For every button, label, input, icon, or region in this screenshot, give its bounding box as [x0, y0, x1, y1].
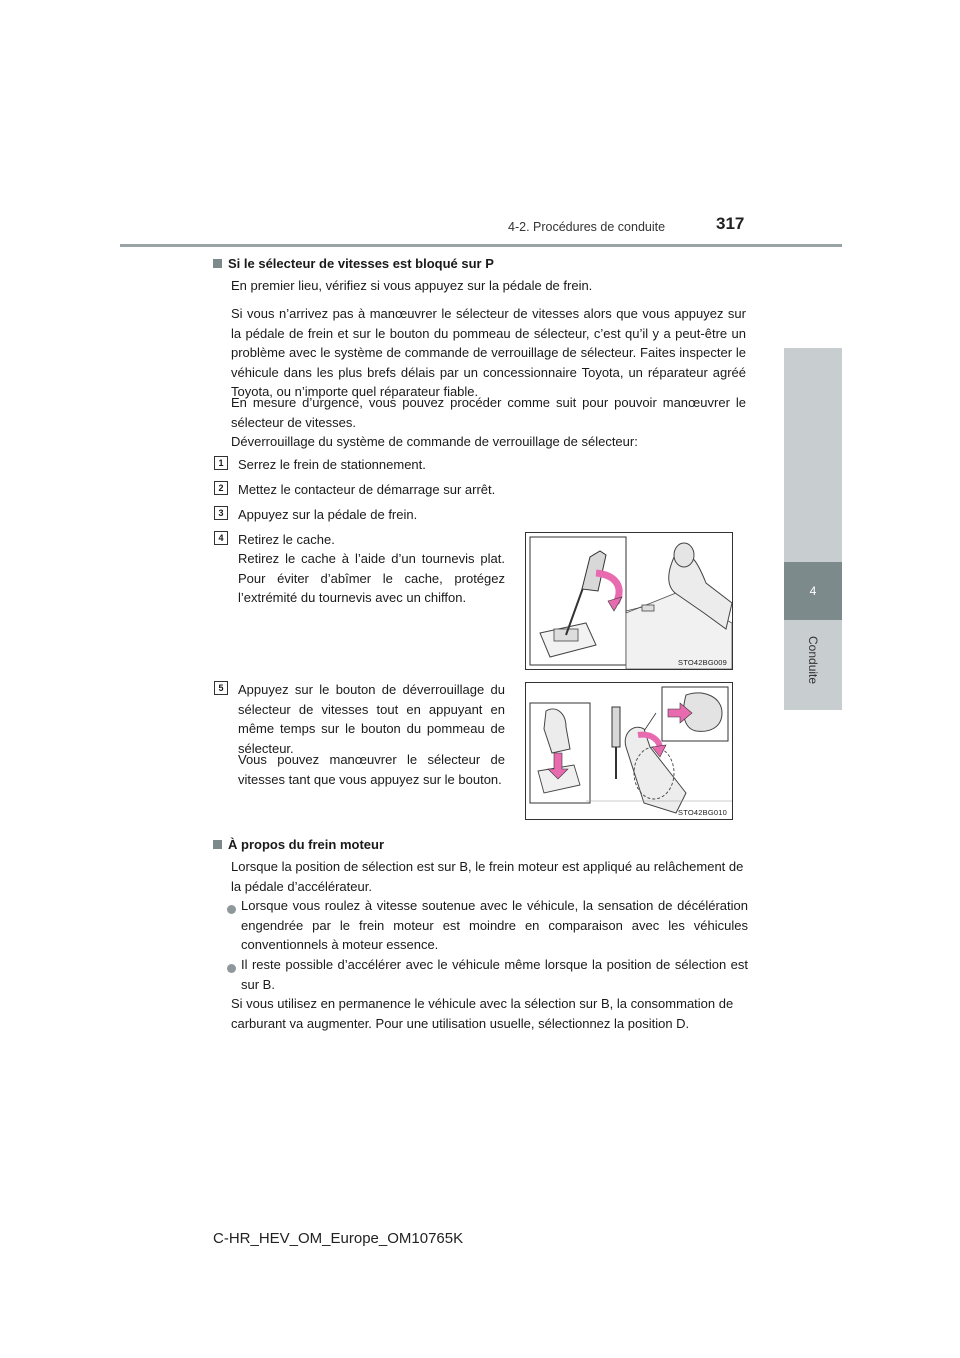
paragraph: En mesure d’urgence, vous pouvez procéder comme suit pour pouvoir manœuvrer le sélecteur de vitesses.	[231, 395, 746, 430]
step-number: 1	[214, 456, 228, 470]
side-tab-bar	[784, 348, 842, 564]
figure-release-button	[525, 682, 733, 820]
heading-shift-locked	[213, 256, 494, 271]
bullet-text: Il reste possible d’accélérer avec le véhicule même lorsque la position de sélection est sur B.	[241, 957, 748, 992]
figure-code: STO42BG009	[678, 658, 727, 667]
page-number: 317	[716, 214, 745, 233]
figure-release-button-drawing	[526, 683, 732, 819]
header-rule	[120, 244, 842, 247]
chapter-label: Conduite	[806, 635, 820, 685]
figure-remove-cover-drawing	[526, 533, 732, 669]
paragraph: Déverrouillage du système de commande de verrouillage de sélecteur:	[231, 434, 638, 449]
step-text: Appuyez sur la pédale de frein.	[238, 507, 418, 522]
heading-engine-brake	[213, 837, 384, 852]
heading-text: À propos du frein moteur	[228, 837, 384, 852]
section-title: 4-2. Procédures de conduite	[508, 220, 666, 234]
step-number: 3	[214, 506, 228, 520]
square-bullet-icon	[213, 840, 222, 849]
bullet-icon	[227, 901, 236, 919]
figure-code: STO42BG010	[678, 808, 727, 817]
step-number: 2	[214, 481, 228, 495]
heading-text: Si le sélecteur de vitesses est bloqué sur P	[228, 256, 494, 271]
paragraph: Si vous utilisez en permanence le véhicule avec la sélection sur B, la consommation de carburant va augmenter. Pour une utilisation usuelle, sélectionnez la position D.	[231, 996, 734, 1031]
step-text: Serrez le frein de stationnement.	[238, 457, 426, 472]
step-text: Appuyez sur le bouton de déverrouillage du sélecteur de vitesses tout en appuyant en même temps sur le bouton du pommeau de sélecteur.	[238, 682, 505, 756]
paragraph: Si vous n’arrivez pas à manœuvrer le sélecteur de vitesses alors que vous appuyez sur la pédale de frein et sur le bouton du pommeau de sélecteur, c’est qu’il y a peut-être un problème avec le système de commande de verrouillage de sélecteur. Faites inspecter le véhicule dans les plus brefs délais par un concessionnaire Toyota, un réparateur agréé Toyota, ou n’importe quel réparateur fiable.	[231, 306, 746, 399]
step-number: 5	[214, 681, 228, 695]
bullet-icon	[227, 960, 236, 978]
paragraph: Lorsque la position de sélection est sur B, le frein moteur est appliqué au relâchement de la pédale d’accélérateur.	[231, 859, 744, 894]
step-text: Vous pouvez manœuvrer le sélecteur de vitesses tant que vous appuyez sur le bouton.	[238, 752, 505, 787]
step-title: Retirez le cache.	[238, 532, 335, 547]
chapter-number-tab: 4	[784, 562, 842, 620]
footer-doc-code: C-HR_HEV_OM_Europe_OM10765K	[213, 1230, 464, 1247]
square-bullet-icon	[213, 259, 222, 268]
step-number: 4	[214, 531, 228, 545]
paragraph: En premier lieu, vérifiez si vous appuyez sur la pédale de frein.	[231, 278, 593, 293]
bullet-text: Lorsque vous roulez à vitesse soutenue avec le véhicule, la sensation de décélération engendrée par le frein moteur est moindre en comparaison avec les véhicules conventionnels à moteur essence.	[241, 898, 748, 952]
step-text: Retirez le cache à l’aide d’un tournevis plat. Pour éviter d’abîmer le cache, protégez l’extrémité du tournevis avec un chiffon.	[238, 551, 505, 605]
figure-remove-cover	[525, 532, 733, 670]
step-text: Mettez le contacteur de démarrage sur arrêt.	[238, 482, 496, 497]
